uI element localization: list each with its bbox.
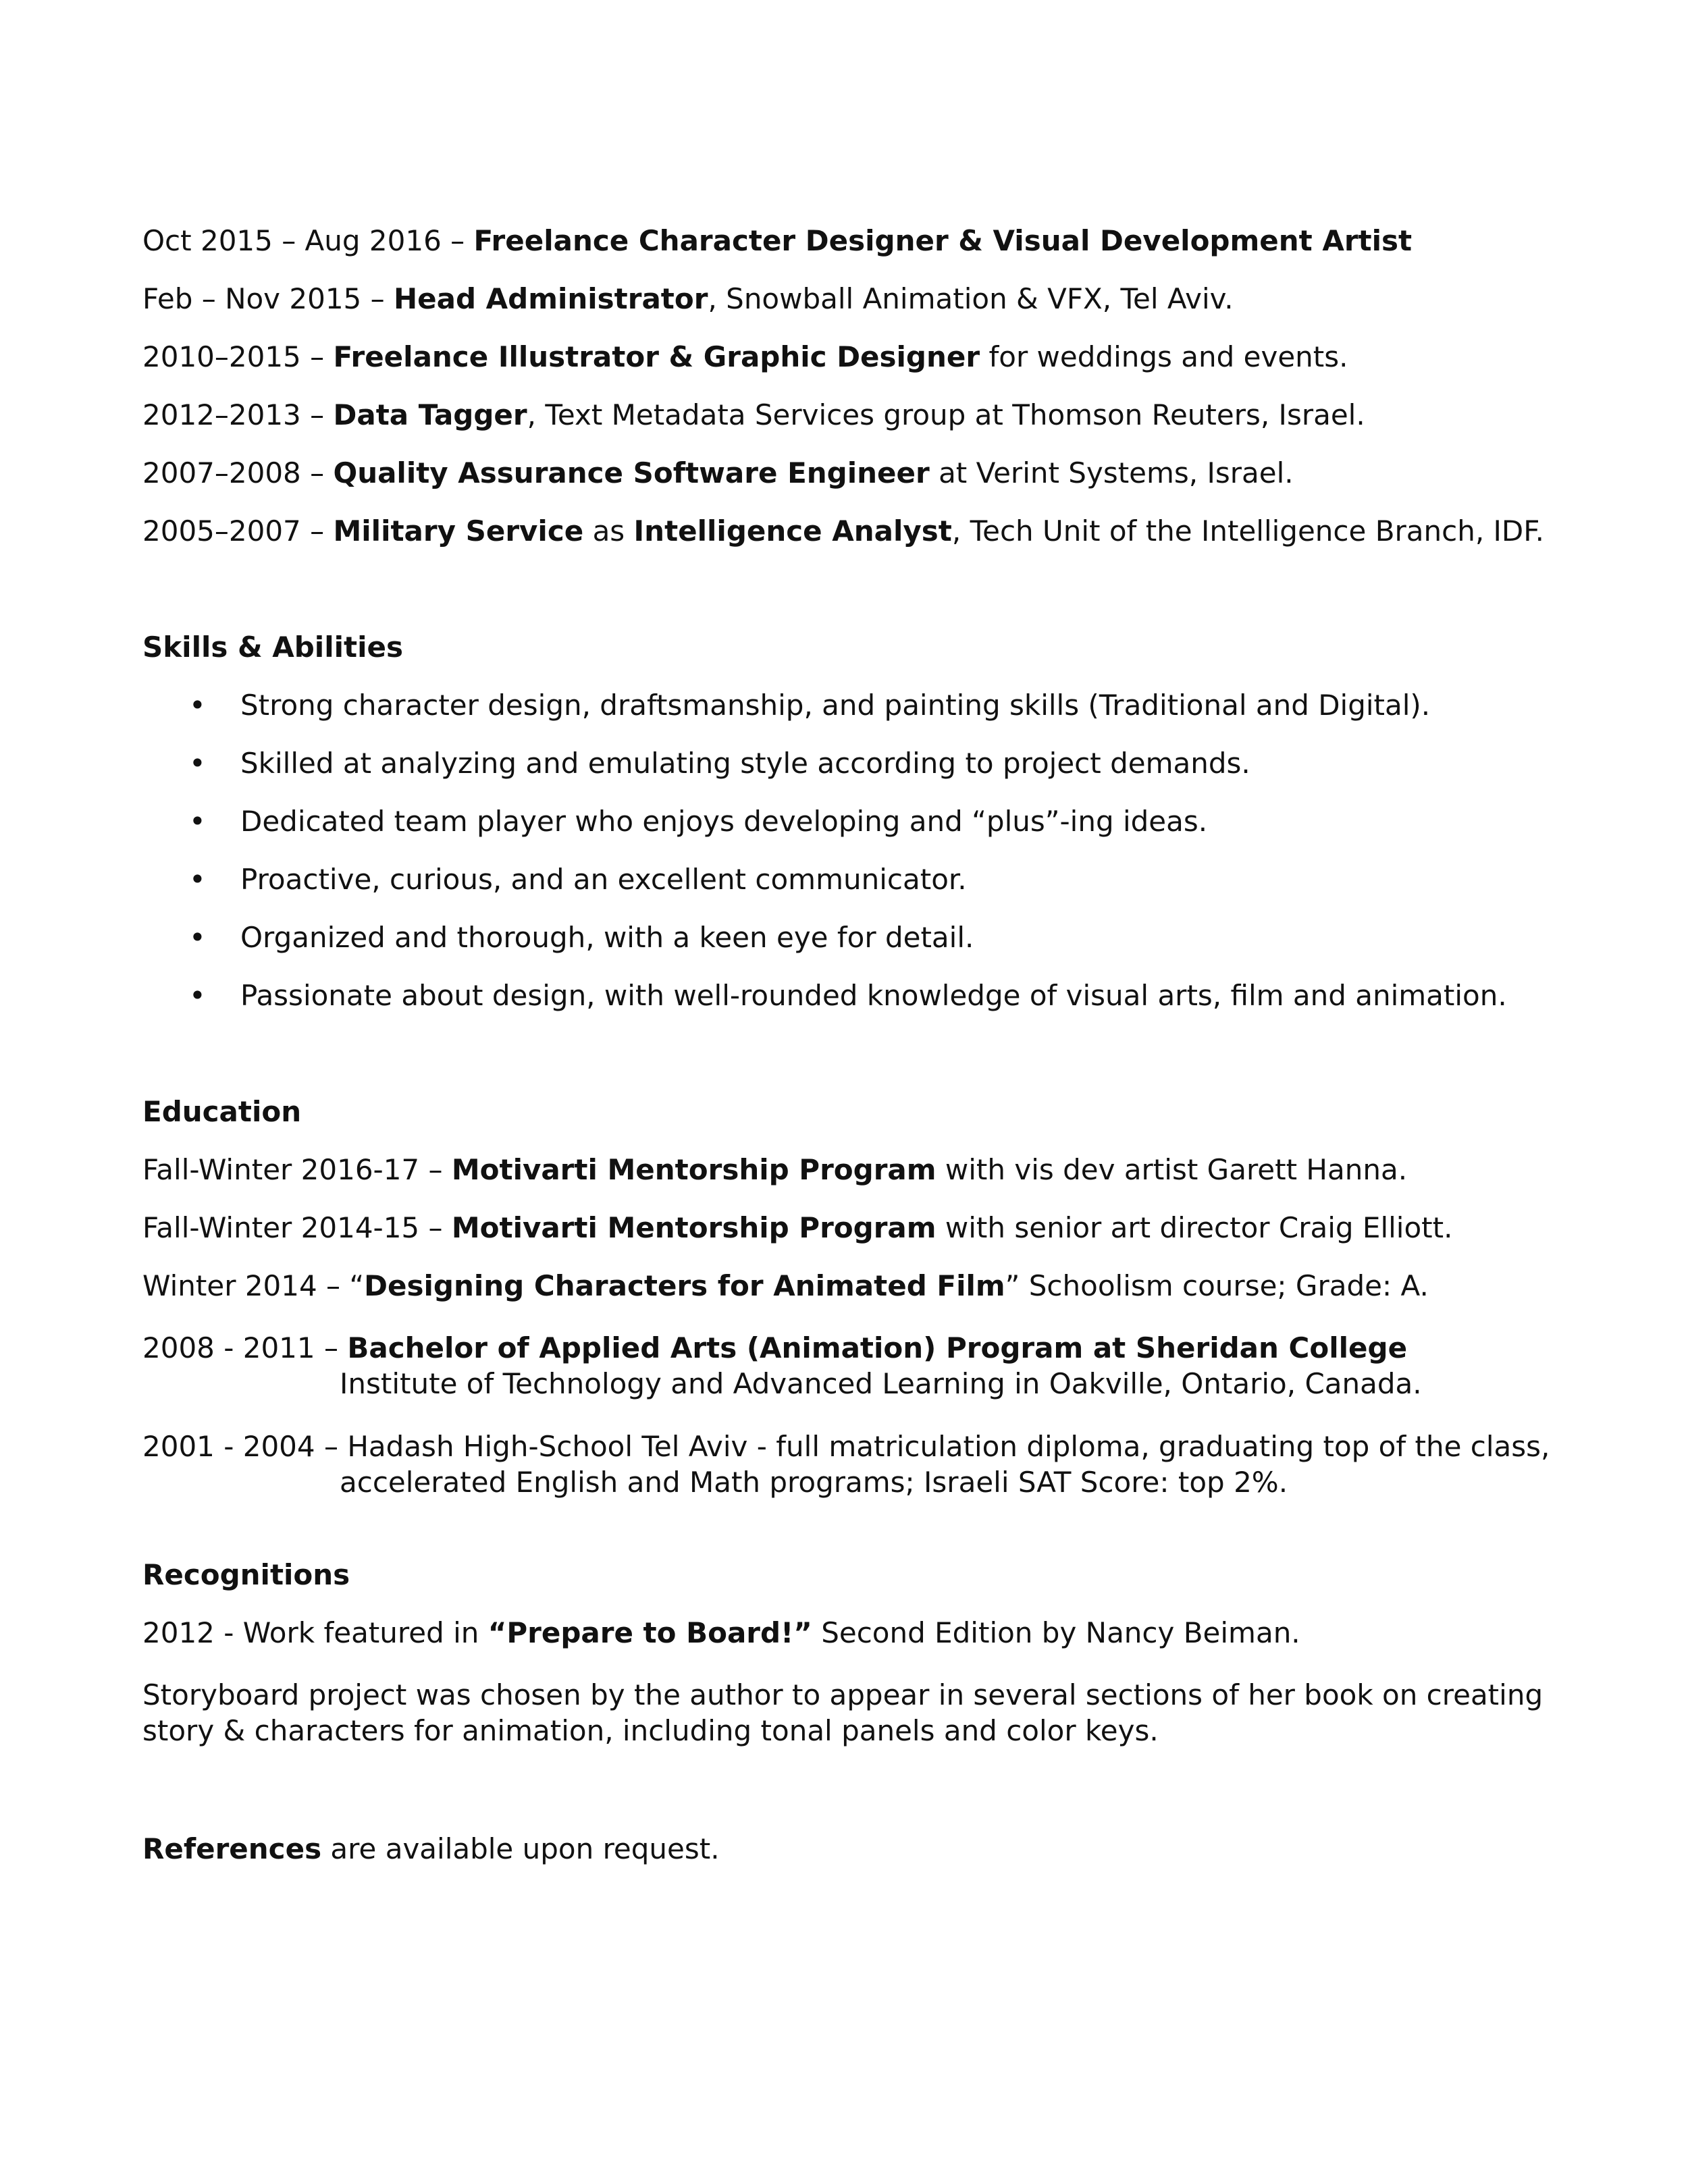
experience-title: Freelance Character Designer & Visual Development Artist	[473, 224, 1413, 257]
experience-date: Oct 2015 – Aug 2016 –	[142, 224, 474, 257]
references-note	[142, 1832, 720, 1866]
experience-detail: , Snowball Animation & VFX, Tel Aviv.	[708, 282, 1234, 315]
education-heading: Education	[142, 1095, 302, 1128]
recognition-paragraph-line: story & characters for animation, including tonal panels and color keys.	[142, 1714, 1159, 1747]
education-date: Fall-Winter 2014-15 –	[142, 1211, 452, 1244]
education-title: Designing Characters for Animated Film	[364, 1269, 1005, 1302]
skill-text: Organized and thorough, with a keen eye for detail.	[240, 921, 974, 954]
references-text: are available upon request.	[321, 1832, 720, 1865]
bullet-icon: •	[189, 863, 206, 896]
skill-item	[189, 863, 967, 897]
recognition-item	[142, 1616, 1300, 1650]
recognition-title: “Prepare to Board!”	[487, 1616, 812, 1649]
experience-date: Feb – Nov 2015 –	[142, 282, 394, 315]
recognition-pre: 2012 - Work featured in	[142, 1616, 488, 1649]
education-continuation: accelerated English and Math programs; Israeli SAT Score: top 2%.	[340, 1466, 1288, 1499]
experience-item	[142, 340, 1348, 374]
experience-date: 2005–2007 –	[142, 514, 334, 548]
bullet-icon: •	[189, 921, 206, 954]
education-date: 2001 - 2004 –	[142, 1430, 348, 1463]
education-item	[142, 1153, 1407, 1187]
experience-date: 2012–2013 –	[142, 398, 334, 431]
education-title: Motivarti Mentorship Program	[451, 1153, 937, 1186]
education-date: Winter 2014 – “	[142, 1269, 365, 1302]
recognition-post: Second Edition by Nancy Beiman.	[812, 1616, 1300, 1649]
education-date: Fall-Winter 2016-17 –	[142, 1153, 452, 1186]
education-item	[142, 1331, 1407, 1365]
experience-item	[142, 514, 1544, 548]
experience-detail: , Tech Unit of the Intelligence Branch, IDF.	[951, 514, 1545, 548]
experience-item	[142, 282, 1234, 316]
experience-title: Head Administrator	[393, 282, 708, 315]
bullet-icon: •	[189, 747, 206, 780]
education-item	[142, 1430, 1550, 1464]
experience-item	[142, 398, 1365, 432]
education-detail: Hadash High-School Tel Aviv - full matriculation diploma, graduating top of the class,	[347, 1430, 1550, 1463]
references-label: References	[142, 1832, 322, 1865]
skill-item	[189, 689, 1430, 722]
skill-item	[189, 921, 974, 955]
experience-detail: , Text Metadata Services group at Thomson Reuters, Israel.	[527, 398, 1365, 431]
bullet-icon: •	[189, 979, 206, 1012]
experience-title: Freelance Illustrator & Graphic Designer	[333, 340, 980, 373]
experience-date: 2010–2015 –	[142, 340, 334, 373]
experience-title: Data Tagger	[333, 398, 527, 431]
skill-text: Dedicated team player who enjoys developing and “plus”-ing ideas.	[240, 805, 1208, 838]
experience-connector: as	[583, 514, 634, 548]
education-detail: with senior art director Craig Elliott.	[936, 1211, 1453, 1244]
experience-detail: for weddings and events.	[980, 340, 1348, 373]
skill-text: Passionate about design, with well-rounded knowledge of visual arts, film and animation.	[240, 979, 1507, 1012]
experience-title: Quality Assurance Software Engineer	[333, 456, 930, 489]
skill-text: Skilled at analyzing and emulating style according to project demands.	[240, 747, 1250, 780]
skill-item	[189, 805, 1207, 838]
skills-heading: Skills & Abilities	[142, 631, 403, 664]
experience-detail: at Verint Systems, Israel.	[929, 456, 1294, 489]
recognitions-heading: Recognitions	[142, 1558, 350, 1591]
education-item	[142, 1211, 1452, 1245]
education-date: 2008 - 2011 –	[142, 1331, 348, 1364]
education-item	[142, 1269, 1429, 1303]
experience-title: Military Service	[333, 514, 584, 548]
experience-item	[142, 224, 1412, 258]
education-detail: with vis dev artist Garett Hanna.	[936, 1153, 1408, 1186]
education-continuation: Institute of Technology and Advanced Learning in Oakville, Ontario, Canada.	[340, 1367, 1422, 1400]
education-detail: ” Schoolism course; Grade: A.	[1005, 1269, 1429, 1302]
skill-text: Strong character design, draftsmanship, and painting skills (Traditional and Digital).	[240, 689, 1431, 722]
bullet-icon: •	[189, 689, 206, 722]
experience-item	[142, 456, 1294, 490]
education-title: Motivarti Mentorship Program	[451, 1211, 937, 1244]
skill-item	[189, 979, 1507, 1013]
skill-item	[189, 747, 1250, 780]
experience-title-secondary: Intelligence Analyst	[633, 514, 952, 548]
experience-date: 2007–2008 –	[142, 456, 334, 489]
skill-text: Proactive, curious, and an excellent communicator.	[240, 863, 967, 896]
bullet-icon: •	[189, 805, 206, 838]
recognition-paragraph-line: Storyboard project was chosen by the author to appear in several sections of her book on creating	[142, 1678, 1544, 1711]
education-title: Bachelor of Applied Arts (Animation) Program at Sheridan College	[347, 1331, 1408, 1364]
